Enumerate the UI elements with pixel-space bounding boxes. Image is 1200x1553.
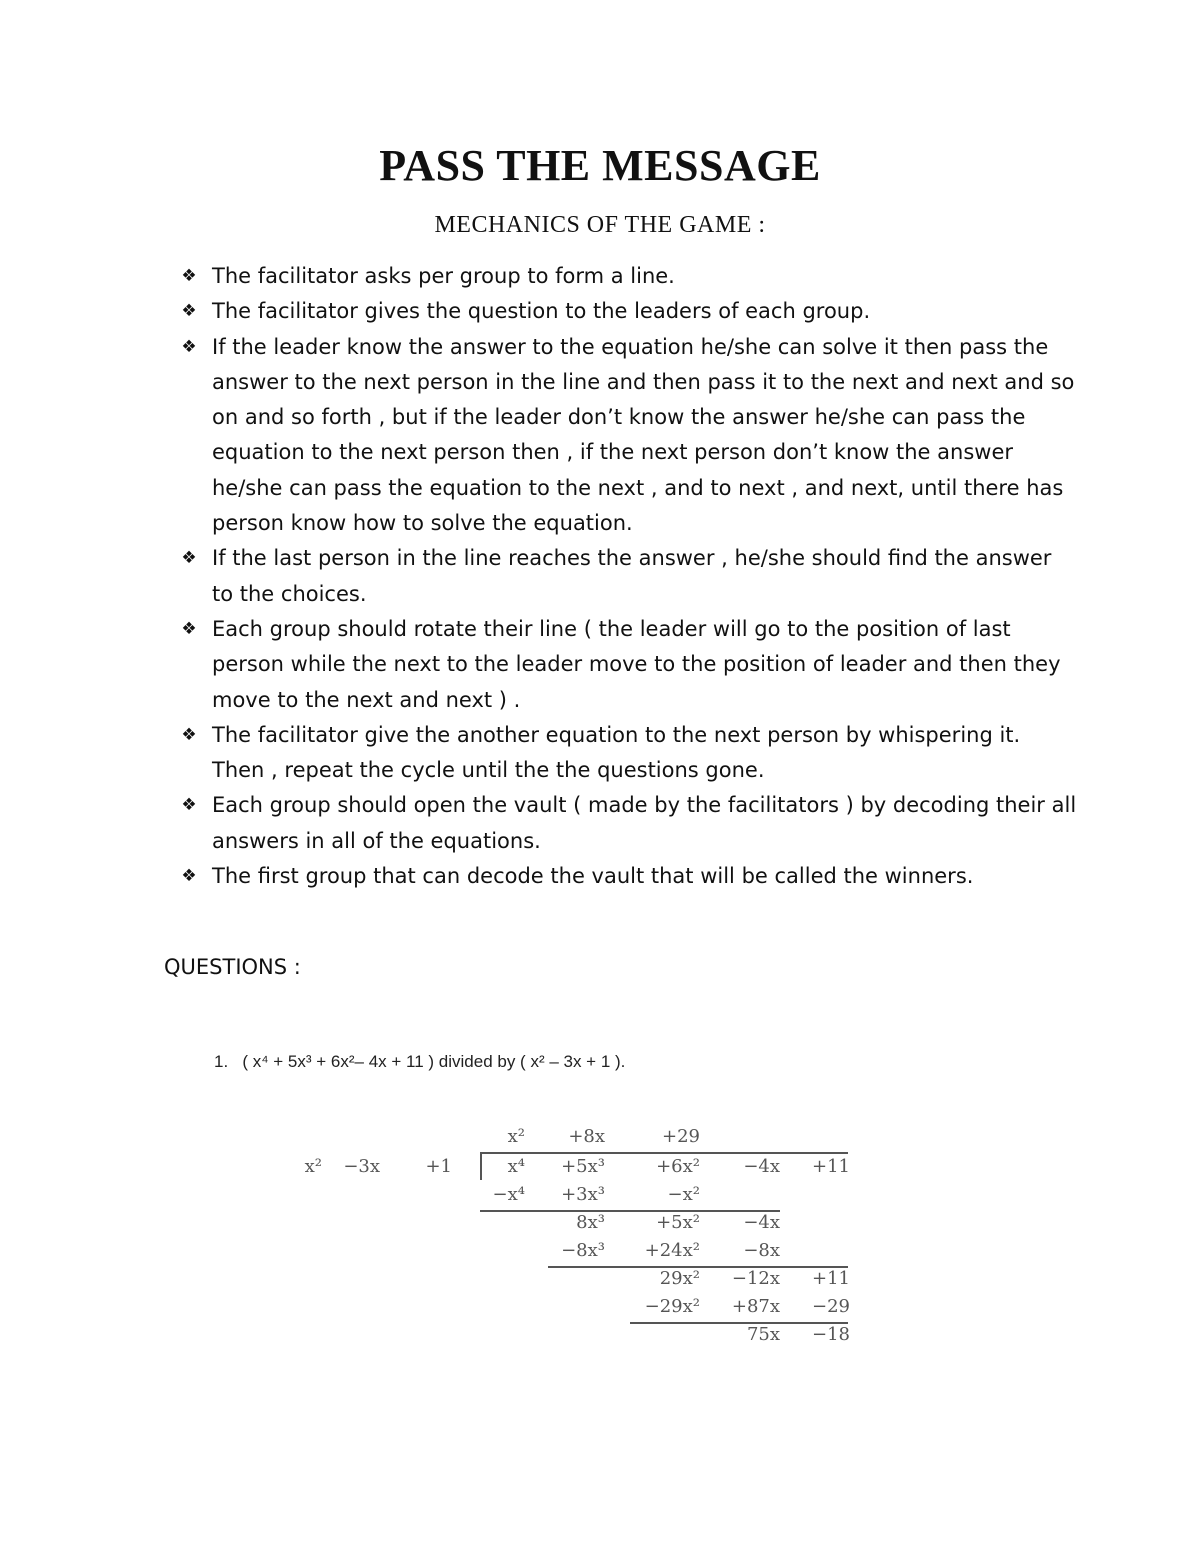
diamond-bullet-icon: ❖	[181, 548, 197, 569]
divisor-term: x²	[304, 1156, 322, 1177]
remainder-term: −18	[812, 1324, 850, 1345]
section-subtitle: MECHANICS OF THE GAME :	[434, 212, 766, 238]
dividend-term: +11	[812, 1156, 850, 1177]
questions-heading: QUESTIONS :	[164, 955, 301, 979]
rule-text: The facilitator gives the question to the leaders of each group.	[212, 299, 871, 324]
step3-term: −29	[812, 1296, 850, 1317]
dividend-term: x⁴	[507, 1156, 525, 1177]
step1-term: +3x³	[561, 1184, 605, 1205]
rule-text: The facilitator give the another equation to the next person by whispering it. Then , repeat the cycle until the the questions gone.	[212, 722, 1021, 783]
list-item	[178, 612, 1078, 718]
step2-result-term: +11	[812, 1268, 850, 1289]
quotient-term: +29	[662, 1126, 700, 1147]
divisor-term: +1	[425, 1156, 452, 1177]
list-item	[178, 294, 1078, 329]
step1-result-term: +5x²	[656, 1212, 700, 1233]
divisor-term: −3x	[343, 1156, 380, 1177]
rule-text: Each group should rotate their line ( the leader will go to the position of last person while the next to the leader move to the position of leader and then they move to the next and next ) .	[212, 616, 1061, 712]
diamond-bullet-icon: ❖	[181, 618, 197, 639]
list-item	[178, 259, 1078, 294]
step2-term: +24x²	[644, 1240, 700, 1261]
quotient-term: +8x	[568, 1126, 605, 1147]
question-number: 1.	[214, 1052, 229, 1071]
rule-text: Each group should open the vault ( made by the facilitators ) by decoding their all answers in all of the equations.	[212, 793, 1077, 853]
rule-text: If the leader know the answer to the equation he/she can solve it then pass the answer to the next person in the line and then pass it to the next and next and so on and so forth , but if the leader don’t know the answer he/she can pass the equation to the next person then , if the next person don’t know the answer he/she can pass the equation to the next , and to next , and next, until there has person know how to solve the equation.	[212, 334, 1075, 536]
step2-result-term: 29x²	[659, 1268, 700, 1289]
rule-text: The first group that can decode the vault that will be called the winners.	[212, 864, 974, 889]
step3-term: +87x	[731, 1296, 780, 1317]
question-1	[214, 1052, 625, 1072]
step1-term: −x⁴	[492, 1184, 525, 1205]
diamond-bullet-icon: ❖	[181, 724, 197, 745]
division-bracket	[480, 1152, 482, 1180]
step2-term: −8x³	[561, 1240, 605, 1261]
mechanics-list	[178, 259, 1078, 894]
long-division-figure	[290, 1118, 870, 1358]
list-item	[178, 718, 1078, 789]
diamond-bullet-icon: ❖	[181, 795, 197, 816]
diamond-bullet-icon: ❖	[181, 301, 197, 322]
step3-term: −29x²	[644, 1296, 700, 1317]
step1-result-term: 8x³	[576, 1212, 605, 1233]
diamond-bullet-icon: ❖	[181, 266, 197, 286]
diamond-bullet-icon: ❖	[181, 336, 197, 357]
step1-result-term: −4x	[743, 1212, 780, 1233]
diamond-bullet-icon: ❖	[181, 866, 197, 887]
list-item	[178, 788, 1078, 859]
list-item	[178, 330, 1078, 542]
remainder-term: 75x	[746, 1324, 780, 1345]
rule-text: The facilitator asks per group to form a line.	[212, 264, 675, 288]
list-item	[178, 859, 1078, 894]
page-title: PASS THE MESSAGE	[379, 141, 821, 190]
dividend-term: +6x²	[656, 1156, 700, 1177]
list-item	[178, 541, 1078, 612]
rule-text: If the last person in the line reaches the answer , he/she should find the answer to the choices.	[212, 546, 1052, 606]
step1-term: −x²	[667, 1184, 700, 1205]
step2-term: −8x	[743, 1240, 780, 1261]
dividend-term: −4x	[743, 1156, 780, 1177]
dividend-term: +5x³	[561, 1156, 605, 1177]
step2-result-term: −12x	[731, 1268, 780, 1289]
quotient-rule	[480, 1152, 848, 1154]
question-text: ( x⁴ + 5x³ + 6x²– 4x + 11 ) divided by ( x² – 3x + 1 ).	[242, 1052, 626, 1071]
quotient-term: x²	[507, 1126, 525, 1147]
